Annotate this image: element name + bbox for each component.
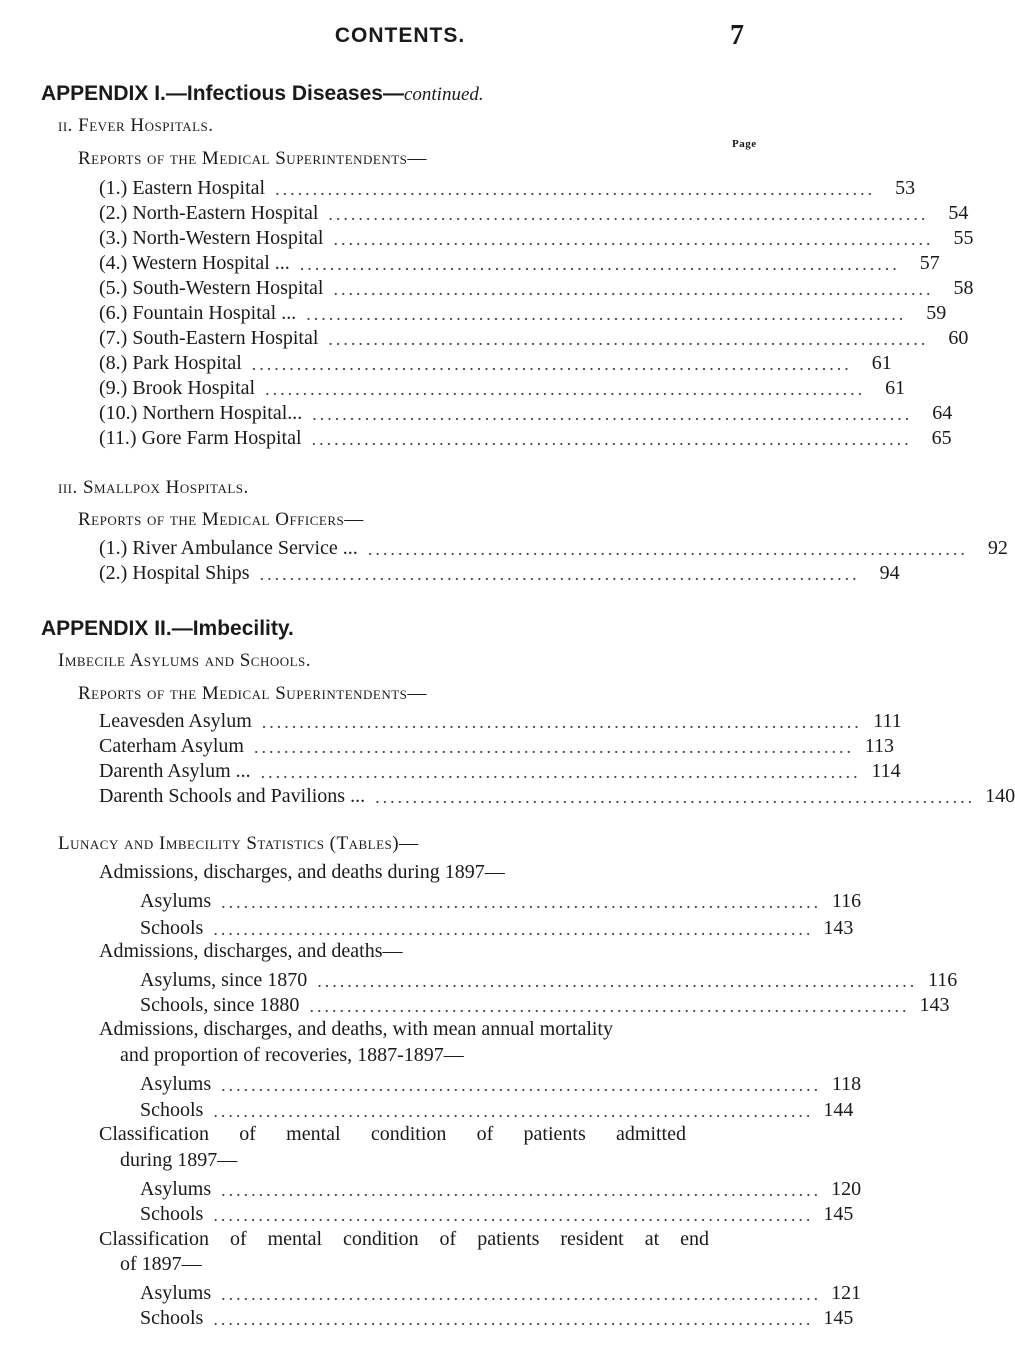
leader-dots: ................................................................................ [221, 1075, 822, 1095]
entry-label: Schools, since 1880 [140, 994, 300, 1016]
stats-group-heading-cont: and proportion of recoveries, 1887-1897— [120, 1044, 464, 1066]
entry-page: 57 [919, 252, 940, 274]
stats-group-heading: Classification of mental condition of patients resident at end [99, 1228, 709, 1250]
toc-entry[interactable] [99, 299, 947, 325]
entry-page: 64 [932, 402, 953, 424]
entry-page: 53 [895, 177, 916, 199]
leader-dots: ................................................................................ [213, 1101, 814, 1121]
stats-group-heading: Admissions, discharges, and deaths during 1897— [99, 861, 505, 883]
toc-entry[interactable] [99, 707, 902, 733]
imbecile-reports-heading: Reports of the Medical Superintendents— [78, 683, 427, 704]
entry-page: 121 [831, 1282, 862, 1304]
appendix-2-title: APPENDIX II.—Imbecility. [41, 617, 294, 640]
entry-page: 114 [871, 760, 901, 782]
leader-dots: ................................................................................ [333, 279, 934, 299]
entry-page: 59 [926, 302, 947, 324]
toc-entry[interactable] [99, 559, 900, 585]
entry-page: 55 [953, 227, 974, 249]
entry-label: (6.) Fountain Hospital ... [99, 302, 297, 324]
leader-dots: ................................................................................ [253, 737, 854, 757]
imbecile-asylums-heading: Imbecile Asylums and Schools. [58, 650, 312, 671]
toc-entry[interactable] [99, 757, 901, 783]
entry-page: 61 [885, 377, 906, 399]
entry-page: 61 [871, 352, 892, 374]
entry-label: Schools [140, 1307, 204, 1329]
entry-label: (8.) Park Hospital [99, 352, 242, 374]
entry-label: (9.) Brook Hospital [99, 377, 256, 399]
statistics-heading: Lunacy and Imbecility Statistics (Tables)— [58, 833, 419, 854]
stats-group-heading-cont: of 1897— [120, 1253, 202, 1275]
entry-page: 113 [864, 735, 894, 757]
entry-label: Darenth Asylum ... [99, 760, 251, 782]
leader-dots: ................................................................................ [260, 762, 861, 782]
page-header [0, 14, 800, 54]
entry-label: (1.) Eastern Hospital [99, 177, 266, 199]
entry-page: 58 [953, 277, 974, 299]
leader-dots: ................................................................................ [221, 892, 822, 912]
leader-dots: ................................................................................ [311, 429, 912, 449]
entry-label: Caterham Asylum [99, 735, 244, 757]
page-column-label: Page [732, 138, 757, 150]
entry-label: Schools [140, 1203, 204, 1225]
leader-dots: ................................................................................ [261, 712, 862, 732]
entry-label: (7.) South-Eastern Hospital [99, 327, 319, 349]
toc-entry[interactable] [99, 224, 974, 250]
leader-dots: ................................................................................ [213, 1205, 814, 1225]
leader-dots: ................................................................................ [333, 229, 934, 249]
entry-label: (5.) South-Western Hospital [99, 277, 324, 299]
entry-label: (3.) North-Western Hospital [99, 227, 324, 249]
smallpox-hospitals-heading: iii. Smallpox Hospitals. [58, 477, 249, 498]
toc-entry[interactable] [99, 174, 916, 200]
entry-page: 118 [831, 1073, 862, 1095]
toc-entry[interactable] [140, 1096, 854, 1122]
appendix-1-title [41, 82, 484, 106]
toc-entry[interactable] [99, 399, 953, 425]
leader-dots: ................................................................................ [317, 971, 918, 991]
entry-label: Schools [140, 917, 204, 939]
leader-dots: ................................................................................ [299, 254, 900, 274]
entry-label: Asylums [140, 1073, 212, 1095]
entry-page: 111 [873, 710, 902, 732]
entry-label: Asylums [140, 1282, 212, 1304]
leader-dots: ................................................................................ [265, 379, 866, 399]
entry-page: 143 [823, 917, 854, 939]
toc-entry[interactable] [140, 1070, 862, 1096]
toc-entry[interactable] [99, 732, 894, 758]
entry-label: Darenth Schools and Pavilions ... [99, 785, 366, 807]
entry-page: 143 [919, 994, 950, 1016]
fever-reports-heading: Reports of the Medical Superintendents— [78, 148, 427, 169]
entry-page: 140 [985, 785, 1015, 807]
entry-label: (10.) Northern Hospital... [99, 402, 303, 424]
leader-dots: ................................................................................ [259, 564, 860, 584]
entry-label: (11.) Gore Farm Hospital [99, 427, 302, 449]
entry-label: Asylums [140, 1178, 212, 1200]
entry-page: 145 [823, 1203, 854, 1225]
fever-hospitals-heading: ii. Fever Hospitals. [58, 115, 214, 136]
leader-dots: ................................................................................ [221, 1284, 822, 1304]
leader-dots: ................................................................................ [312, 404, 913, 424]
toc-entry[interactable] [99, 424, 952, 450]
toc-entry[interactable] [140, 1304, 854, 1330]
entry-page: 116 [831, 890, 862, 912]
entry-label: (2.) North-Eastern Hospital [99, 202, 319, 224]
toc-entry[interactable] [140, 1175, 862, 1201]
entry-page: 94 [879, 562, 900, 584]
toc-entry[interactable] [140, 914, 854, 940]
entry-label: Asylums [140, 890, 212, 912]
entry-page: 92 [987, 537, 1008, 559]
entry-page: 145 [823, 1307, 854, 1329]
toc-entry[interactable] [99, 374, 906, 400]
toc-entry[interactable] [99, 199, 969, 225]
entry-label: Schools [140, 1099, 204, 1121]
leader-dots: ................................................................................ [221, 1180, 822, 1200]
entry-label: Leavesden Asylum [99, 710, 252, 732]
toc-entry[interactable] [99, 249, 940, 275]
leader-dots: ................................................................................ [328, 204, 929, 224]
entry-page: 120 [831, 1178, 862, 1200]
page-number: 7 [730, 20, 744, 51]
stats-group-heading: Admissions, discharges, and deaths, with mean annual mortality [99, 1018, 613, 1040]
smallpox-reports-heading: Reports of the Medical Officers— [78, 509, 364, 530]
stats-group-heading: Admissions, discharges, and deaths— [99, 940, 403, 962]
appendix-1-title-text: APPENDIX I.—Infectious Diseases— [41, 82, 404, 105]
toc-entry[interactable] [140, 887, 862, 913]
entry-page: 144 [823, 1099, 854, 1121]
toc-entry[interactable] [140, 966, 958, 992]
entry-label: (4.) Western Hospital ... [99, 252, 290, 274]
entry-label: (1.) River Ambulance Service ... [99, 537, 358, 559]
toc-entry[interactable] [140, 991, 950, 1017]
toc-entry[interactable] [99, 274, 974, 300]
continued-label: continued. [403, 84, 484, 105]
toc-entry[interactable] [140, 1279, 862, 1305]
stats-group-heading-cont: during 1897— [120, 1149, 238, 1171]
leader-dots: ................................................................................ [375, 787, 976, 807]
toc-entry[interactable] [99, 324, 969, 350]
leader-dots: ................................................................................ [309, 996, 910, 1016]
running-title: CONTENTS. [334, 24, 466, 47]
entry-label: Asylums, since 1870 [140, 969, 308, 991]
entry-page: 60 [948, 327, 969, 349]
toc-entry[interactable] [99, 534, 1008, 560]
entry-page: 54 [948, 202, 969, 224]
leader-dots: ................................................................................ [251, 354, 852, 374]
entry-label: (2.) Hospital Ships [99, 562, 250, 584]
toc-entry[interactable] [99, 349, 892, 375]
leader-dots: ................................................................................ [275, 179, 876, 199]
entry-page: 116 [927, 969, 958, 991]
leader-dots: ................................................................................ [367, 539, 968, 559]
leader-dots: ................................................................................ [328, 329, 929, 349]
toc-entry[interactable] [99, 782, 1015, 808]
entry-page: 65 [931, 427, 952, 449]
leader-dots: ................................................................................ [213, 919, 814, 939]
stats-group-heading: Classification of mental condition of patients admitted [99, 1123, 686, 1145]
toc-entry[interactable] [140, 1200, 854, 1226]
leader-dots: ................................................................................ [306, 304, 907, 324]
leader-dots: ................................................................................ [213, 1309, 814, 1329]
